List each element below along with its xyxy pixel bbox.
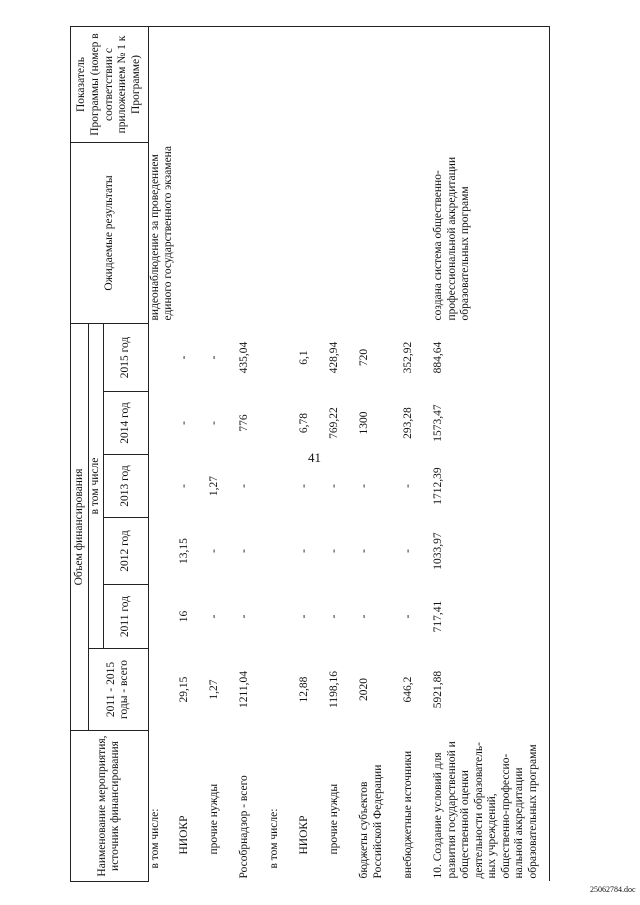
cell-total: 12,88 [298, 676, 311, 703]
row-name: внебюджетные источники [402, 750, 415, 879]
cell-2015: 6,1 [298, 350, 311, 365]
cell-2012: - [402, 549, 415, 553]
table-row [432, 27, 549, 882]
header-2014: 2014 год [103, 392, 148, 455]
cell-indicator [178, 27, 208, 143]
cell-2011: - [298, 614, 311, 619]
cell-2014: 776 [238, 414, 251, 432]
cell-total [148, 649, 178, 731]
cell-2013: 1712,39 [432, 455, 549, 518]
rotated-table-container [70, 27, 588, 882]
cell-2014 [148, 392, 178, 455]
cell-2012 [148, 518, 178, 585]
cell-2011: 717,41 [432, 585, 549, 649]
cell-total: 1198,16 [328, 671, 341, 708]
cell-2012: - [358, 549, 371, 553]
cell-2013: - [238, 484, 251, 488]
cell-2011: - [358, 614, 371, 619]
header-indicator: Показатель Программы (номер в соответствии с приложением № 1 к Программе) [71, 27, 149, 143]
cell-2011: - [402, 614, 415, 619]
cell-2012: - [238, 549, 251, 553]
row-name: 10. Создание условий для развития государственной и общественной оценки деятельности образователь-ных учреждений, общественно-профессио-нальной аккредитации образовательных программ [432, 731, 549, 882]
cell-2012: 1033,97 [432, 518, 549, 585]
cell-total [268, 649, 298, 731]
cell-2013: - [358, 484, 371, 488]
funding-table [70, 26, 550, 882]
cell-2015 [268, 324, 298, 392]
row-name: прочие нужды [328, 783, 341, 855]
cell-2011 [148, 585, 178, 649]
cell-2015: 435,04 [238, 341, 251, 374]
cell-2015: 428,94 [328, 341, 341, 374]
cell-2014: - [178, 421, 191, 425]
cell-indicator [268, 27, 298, 143]
cell-2015: - [178, 355, 191, 360]
cell-2014: - [208, 421, 221, 425]
cell-2015: - [208, 355, 221, 360]
row-name: НИОКР [298, 815, 311, 855]
cell-indicator [358, 27, 402, 143]
page-number: 41 [308, 450, 321, 465]
cell-2012: 13,15 [178, 538, 191, 564]
cell-indicator [238, 27, 268, 143]
cell-2012: - [328, 549, 341, 553]
cell-2012: - [298, 549, 311, 553]
header-2015: 2015 год [103, 324, 148, 392]
cell-total: 1,27 [208, 679, 221, 700]
cell-total: 5921,88 [432, 649, 549, 731]
cell-indicator [208, 27, 238, 143]
cell-2011: - [328, 614, 341, 619]
cell-2011: - [238, 614, 251, 619]
cell-total: 2020 [358, 678, 371, 701]
cell-2015: 352,92 [402, 341, 415, 374]
cell-2012: - [208, 549, 221, 553]
row-name: в том числе: [148, 808, 161, 869]
cell-2011: - [208, 614, 221, 619]
row-name: бюджеты субъектов Российской Федерации [358, 764, 384, 879]
header-results: Ожидаемые результаты [71, 143, 149, 324]
cell-total: 29,15 [178, 676, 191, 703]
cell-2011 [268, 585, 298, 649]
header-2013: 2013 год [103, 455, 148, 518]
header-incl: в том числе [89, 324, 104, 649]
header-total: 2011 - 2015 годы - всего [89, 649, 149, 731]
row-name: прочие нужды [208, 783, 221, 855]
cell-indicator [328, 27, 358, 143]
cell-2015 [148, 324, 178, 392]
row-name: НИОКР [178, 815, 191, 855]
cell-result: видеонаблюдение за проведением единого государственного экзамена [148, 146, 175, 321]
cell-result: создана система общественно-профессиональной аккредитации образовательных программ [432, 143, 549, 324]
cell-2014: 769,22 [328, 407, 341, 439]
cell-indicator [148, 27, 178, 143]
cell-2013: - [402, 484, 415, 488]
cell-indicator [298, 27, 328, 143]
cell-2013 [148, 455, 178, 518]
cell-total: 646,2 [402, 676, 415, 703]
cell-2013: - [298, 484, 311, 488]
cell-total: 1211,04 [238, 671, 251, 708]
row-name: в том числе: [268, 808, 281, 869]
header-name: Наименование мероприятия, источник финансирования [71, 731, 149, 882]
cell-2013: - [328, 484, 341, 488]
cell-2014: 1300 [358, 411, 371, 435]
cell-2013 [268, 455, 298, 518]
header-funding: Объем финансирования [71, 324, 89, 731]
cell-2012 [268, 518, 298, 585]
cell-2015: 720 [358, 348, 371, 367]
cell-2014: 1573,47 [432, 392, 549, 455]
table-row [148, 27, 178, 882]
cell-2014: 293,28 [402, 407, 415, 439]
cell-2011: 16 [178, 610, 191, 623]
cell-2013: - [178, 484, 191, 488]
document-code: 25062784.doc [590, 885, 636, 894]
header-2012: 2012 год [103, 518, 148, 585]
cell-2014 [268, 392, 298, 455]
cell-indicator [432, 27, 549, 143]
cell-indicator [402, 27, 432, 143]
cell-2013: 1,27 [208, 475, 221, 497]
row-name: Рособрнадзор - всего [238, 775, 251, 879]
header-2011: 2011 год [103, 585, 148, 649]
cell-2015: 884,64 [432, 324, 549, 392]
cell-2014: 6,78 [298, 412, 311, 434]
